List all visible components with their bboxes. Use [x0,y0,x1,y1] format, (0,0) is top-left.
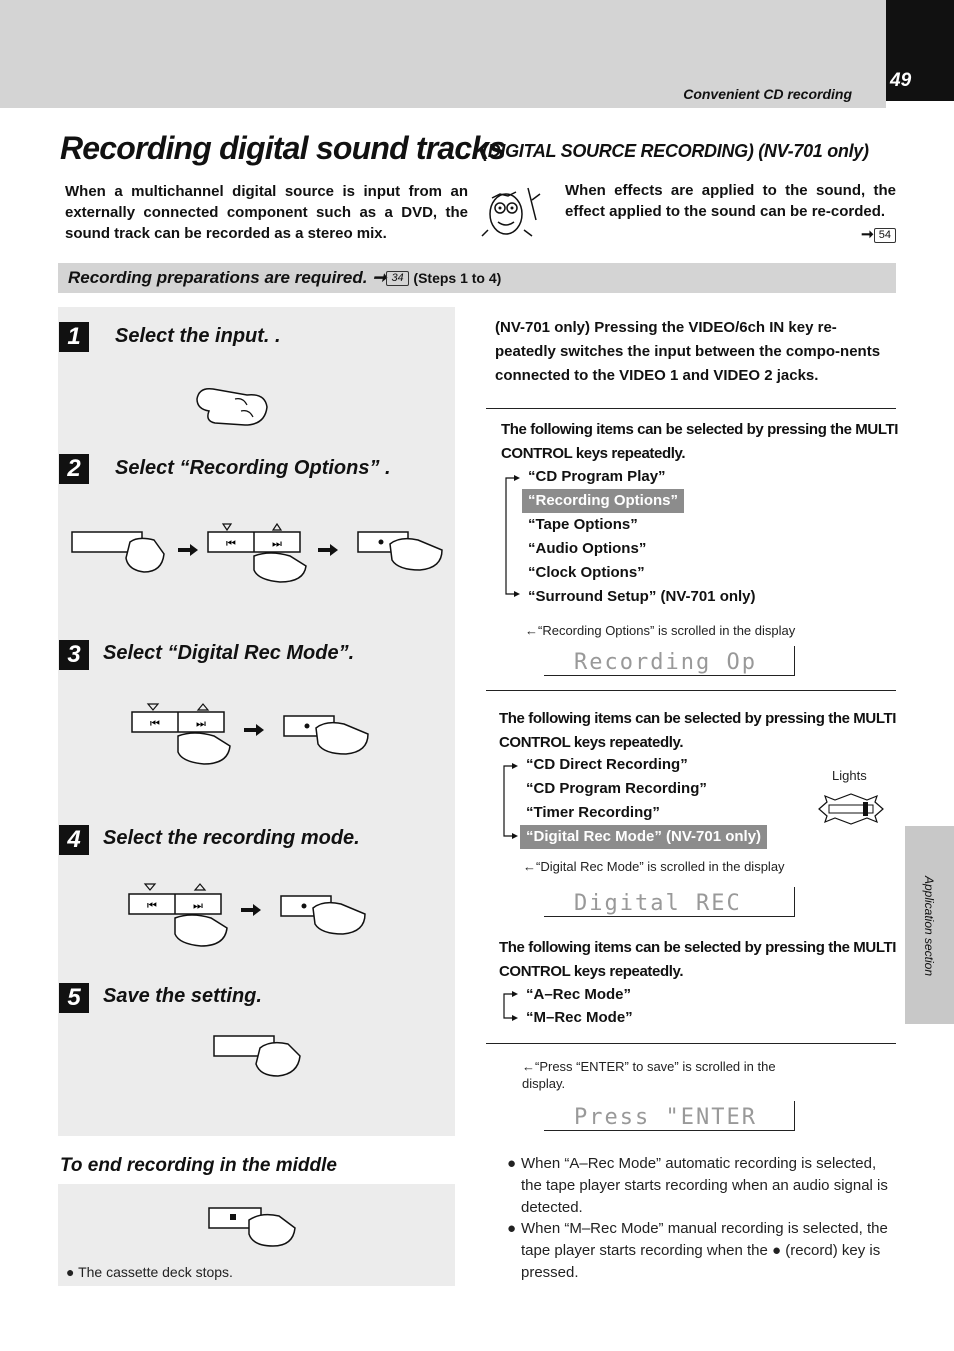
prep-ref: 34 [386,271,408,286]
bullet-a-rec: ● When “A–Rec Mode” automatic recording is selected, the tape player starts recording when an audio signal is detected. [507,1153,892,1219]
option-tape-options: “Tape Options” [528,516,638,533]
prep-note: Recording preparations are required. ➞ 34 (Steps 1 to 4) [68,268,502,287]
divider [486,1043,896,1044]
intro-right-text: When effects are applied to the sound, the effect applied to the sound can be re-corded. [565,182,896,220]
option-surround-setup: “Surround Setup” (NV-701 only) [528,588,756,605]
step-5-number: 5 [59,983,89,1013]
option-recording-options: “Recording Options” [522,489,684,513]
cycle-arrow-c [500,990,520,1024]
prep-text: Recording preparations are required. [68,268,368,287]
indicator-light-icon [815,792,887,826]
step-3-keys-icon [128,700,373,770]
display-text-c: Press "ENTER [574,1105,757,1130]
step-1-number: 1 [59,322,89,352]
option-digital-rec-mode: “Digital Rec Mode” (NV-701 only) [520,825,767,849]
step-1-description: (NV-701 only) Pressing the VIDEO/6ch IN key re-peatedly switches the input between the compo-nents connected to the VIDEO 1 and VIDEO 2 jacks. [495,319,881,384]
bullet-a-rec-text: When “A–Rec Mode” automatic recording is selected, the tape player starts recording when an audio signal is detected. [521,1155,888,1216]
step-2-keys-icon [68,520,448,585]
step-4-number: 4 [59,825,89,855]
end-recording-title: To end recording in the middle [60,1155,337,1176]
mascot-icon [478,180,546,240]
option-m-rec-mode: “M–Rec Mode” [526,1009,633,1026]
lights-label: Lights [832,768,867,783]
display-text-a: Recording Op [574,650,757,675]
multi-control-note-b: The following items can be selected by pressing the MULTI CONTROL keys repeatedly. [499,710,896,751]
option-clock-options: “Clock Options” [528,564,645,581]
option-cd-program-recording: “CD Program Recording” [526,780,707,797]
enter-key-icon [210,1030,305,1080]
svg-text:⏭: ⏭ [272,537,282,550]
ref-page-number: 54 [874,228,896,243]
stop-key-icon [205,1200,300,1250]
option-a-rec-mode: “A–Rec Mode” [526,986,632,1003]
svg-text:⏭: ⏭ [196,717,206,730]
page-subtitle: (DIGITAL SOURCE RECORDING) (NV-701 only) [482,141,869,161]
scroll-note-c: ←“Press “ENTER” to save” is scrolled in the display. [522,1059,776,1091]
svg-text:⏮: ⏮ [226,537,236,550]
option-cd-direct-recording: “CD Direct Recording” [526,756,688,773]
step-4-keys-icon [125,880,370,950]
section-title: Convenient CD recording [683,86,852,102]
ref-page-54: ➞ 54 [861,224,896,245]
end-note: ● The cassette deck stops. [66,1264,233,1280]
step-3-number: 3 [59,640,89,670]
page-number: 49 [890,70,912,91]
option-cd-program-play: “CD Program Play” [528,468,666,485]
end-note-text: The cassette deck stops. [78,1264,233,1280]
display-text-b: Digital REC [574,891,742,916]
divider [486,408,896,409]
step-2-label: Select “Recording Options” . [115,457,391,479]
bullet-m-rec-text: When “M–Rec Mode” manual recording is selected, the tape player starts recording when the ● (record) key is pressed. [521,1220,888,1281]
scroll-note-a-text: “Recording Options” is scrolled in the display [538,623,796,638]
press-hand-icon [195,385,270,430]
scroll-note-b: ←“Digital Rec Mode” is scrolled in the display [523,859,785,874]
bullet-m-rec: ● When “M–Rec Mode” manual recording is selected, the tape player starts recording when the ● (record) key is pressed. [507,1218,892,1284]
svg-text:⏭: ⏭ [193,899,203,912]
multi-control-note-c: The following items can be selected by pressing the MULTI CONTROL keys repeatedly. [499,939,896,980]
scroll-note-c-text: “Press “ENTER” to save” is scrolled in the display. [522,1059,776,1091]
scroll-note-a: ←“Recording Options” is scrolled in the display [525,623,796,638]
svg-text:⏮: ⏮ [150,717,160,730]
option-audio-options: “Audio Options” [528,540,647,557]
step-4-label: Select the recording mode. [103,827,360,849]
svg-text:⏮: ⏮ [147,899,157,912]
scroll-note-b-text: “Digital Rec Mode” is scrolled in the display [536,859,785,874]
prep-steps: (Steps 1 to 4) [413,270,502,286]
step-3-label: Select “Digital Rec Mode”. [103,642,355,664]
divider [486,690,896,691]
step-5-label: Save the setting. [103,985,262,1007]
cycle-arrow-a [502,474,522,600]
multi-control-note-a: The following items can be selected by pressing the MULTI CONTROL keys repeatedly. [501,421,898,462]
cycle-arrow-b [500,762,520,842]
side-tab-label: Application section [922,875,936,977]
page-title: Recording digital sound tracks [60,130,506,166]
option-timer-recording: “Timer Recording” [526,804,660,821]
intro-left: When a multichannel digital source is input from an externally connected component such as a DVD, the sound track can be recorded as a stereo mix. [65,183,468,242]
step-1-label: Select the input. . [115,325,281,347]
intro-right [565,180,896,245]
step-2-number: 2 [59,454,89,484]
